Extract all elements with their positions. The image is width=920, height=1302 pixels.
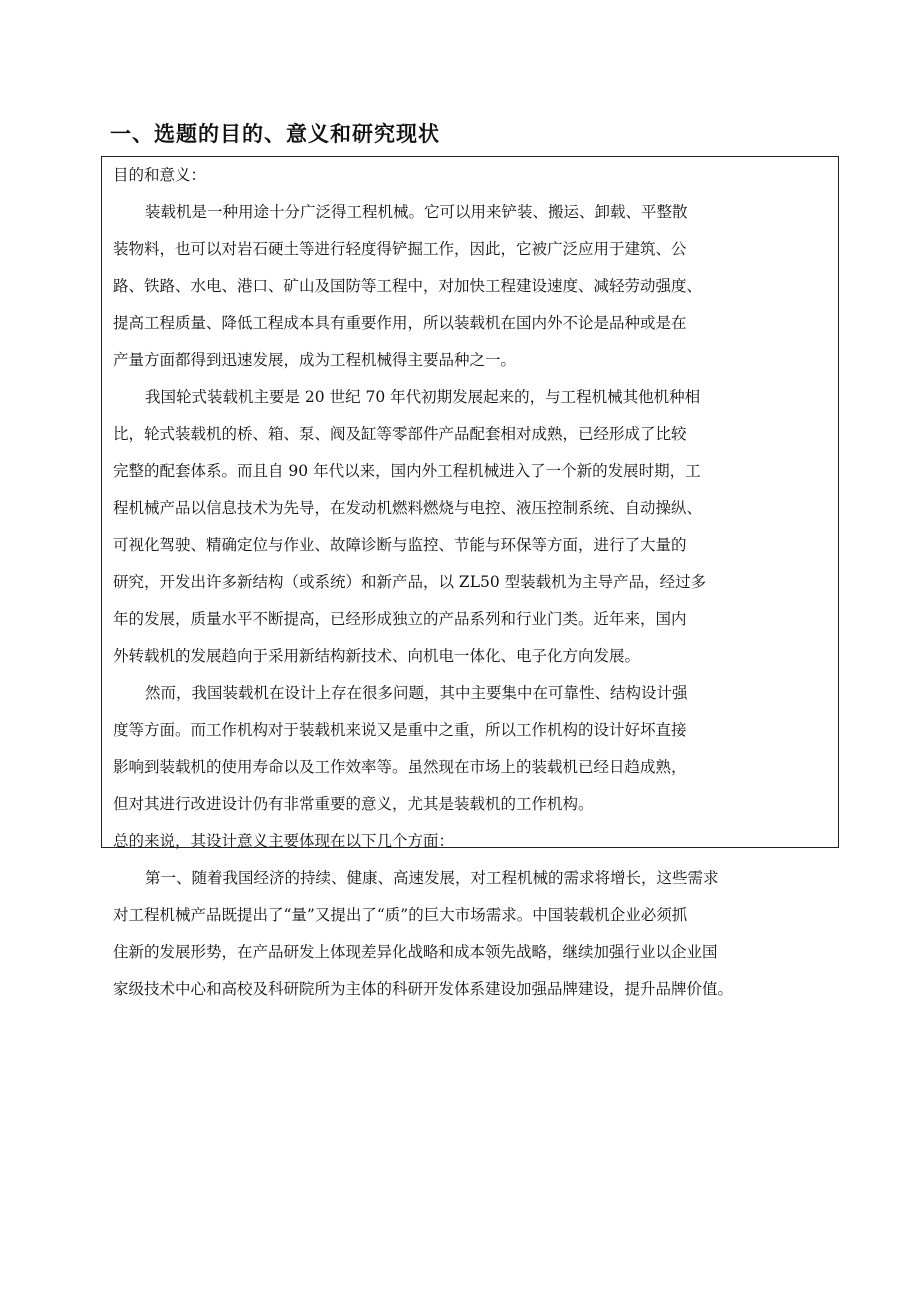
paragraph-line: 产量方面都得到迅速发展，成为工程机械得主要品种之一。 bbox=[113, 351, 517, 369]
paragraph-line: 影响到装载机的使用寿命以及工作效率等。虽然现在市场上的装载机已经日趋成熟， bbox=[113, 758, 687, 776]
paragraph-line: 第一、随着我国经济的持续、健康、高速发展，对工程机械的需求将增长，这些需求 bbox=[145, 869, 719, 887]
paragraph-line: 研究，开发出许多新结构（或系统）和新产品，以 ZL50 型装载机为主导产品，经过多 bbox=[113, 573, 707, 591]
paragraph-1 bbox=[113, 194, 829, 379]
paragraph-line: 对工程机械产品既提出了“量”又提出了“质”的巨大市场需求。中国装载机企业必须抓 bbox=[113, 906, 688, 924]
paragraph-line: 比，轮式装载机的桥、箱、泵、阀及缸等零部件产品配套相对成熟，已经形成了比较 bbox=[113, 425, 687, 443]
paragraph-line: 家级技术中心和高校及科研院所为主体的科研开发体系建设加强品牌建设，提升品牌价值。 bbox=[113, 980, 734, 998]
paragraph-line: 提高工程质量、降低工程成本具有重要作用，所以装载机在国内外不论是品种或是在 bbox=[113, 314, 687, 332]
paragraph-line: 装物料，也可以对岩石硬土等进行轻度得铲掘工作，因此，它被广泛应用于建筑、公 bbox=[113, 240, 687, 258]
paragraph-line: 度等方面。而工作机构对于装载机来说又是重中之重，所以工作机构的设计好坏直接 bbox=[113, 721, 687, 739]
paragraph-line: 外转载机的发展趋向于采用新结构新技术、向机电一体化、电子化方向发展。 bbox=[113, 647, 641, 665]
content-table-cell bbox=[101, 156, 839, 998]
paragraph-line: 程机械产品以信息技术为先导，在发动机燃料燃烧与电控、液压控制系统、自动操纵、 bbox=[113, 499, 703, 517]
paragraph-2 bbox=[113, 379, 829, 675]
label-summary: 总的来说，其设计意义主要体现在以下几个方面： bbox=[113, 832, 455, 850]
paragraph-line: 路、铁路、水电、港口、矿山及国防等工程中，对加快工程建设速度、减轻劳动强度、 bbox=[113, 277, 703, 295]
label-purpose: 目的和意义： bbox=[113, 166, 207, 184]
paragraph-line: 然而，我国装载机在设计上存在很多问题，其中主要集中在可靠性、结构设计强 bbox=[145, 684, 688, 702]
section-heading: 一、选题的目的、意义和研究现状 bbox=[110, 122, 440, 146]
paragraph-line: 但对其进行改进设计仍有非常重要的意义，尤其是装载机的工作机构。 bbox=[113, 795, 594, 813]
paragraph-3 bbox=[113, 675, 829, 823]
paragraph-line: 年的发展，质量水平不断提高，已经形成独立的产品系列和行业门类。近年来，国内 bbox=[113, 610, 687, 628]
paragraph-4 bbox=[113, 860, 829, 1008]
content-body bbox=[113, 157, 829, 1008]
paragraph-line: 住新的发展形势，在产品研发上体现差异化战略和成本领先战略，继续加强行业以企业国 bbox=[113, 943, 718, 961]
paragraph-line: 完整的配套体系。而且自 90 年代以来，国内外工程机械进入了一个新的发展时期，工 bbox=[113, 462, 701, 480]
paragraph-line: 我国轮式装载机主要是 20 世纪 70 年代初期发展起来的，与工程机械其他机种相 bbox=[145, 388, 701, 406]
paragraph-line: 可视化驾驶、精确定位与作业、故障诊断与监控、节能与环保等方面，进行了大量的 bbox=[113, 536, 687, 554]
paragraph-line: 装载机是一种用途十分广泛得工程机械。它可以用来铲装、搬运、卸载、平整散 bbox=[145, 203, 688, 221]
